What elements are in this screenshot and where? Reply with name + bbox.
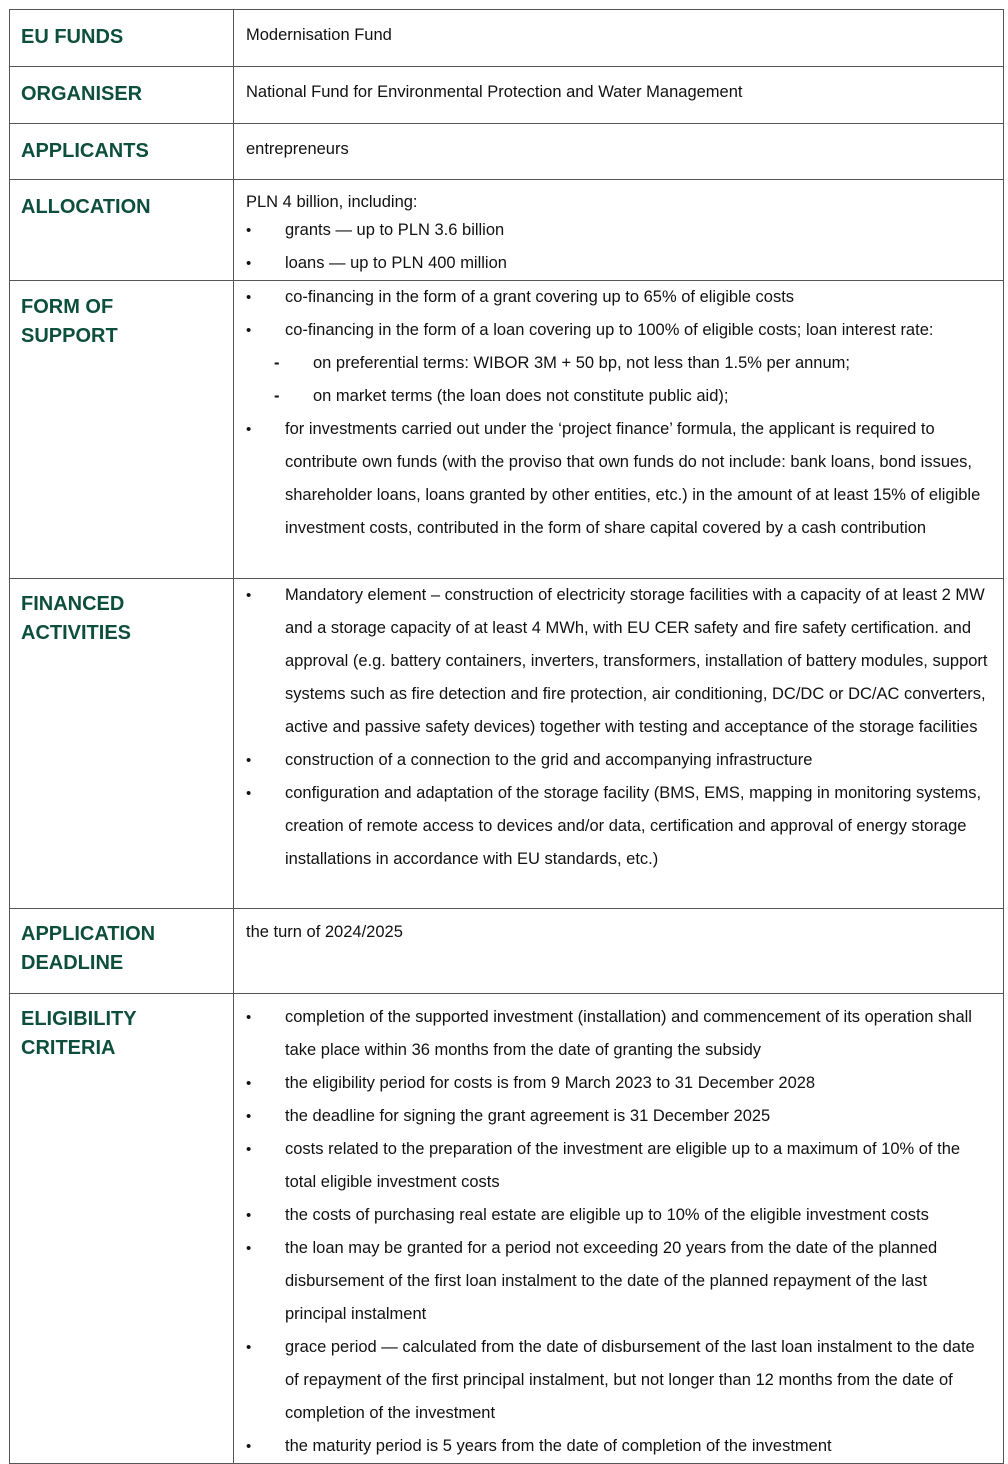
list-item: • the deadline for signing the grant agreement is 31 December 2025: [234, 1100, 993, 1133]
label-application-deadline-2: DEADLINE: [21, 952, 124, 974]
label-applicants: APPLICANTS: [21, 140, 149, 162]
list-item: • costs related to the preparation of the investment are eligible up to a maximum of 10% of the total eligible investment costs: [234, 1133, 993, 1199]
list-item: • the eligibility period for costs is from 9 March 2023 to 31 December 2028: [234, 1067, 993, 1100]
value-applicants: entrepreneurs: [246, 140, 349, 158]
financed-activities-list: [234, 579, 1003, 876]
label-cell: [10, 909, 234, 994]
value-cell: [234, 124, 1004, 180]
row-allocation: [10, 180, 1004, 281]
label-cell: [10, 579, 234, 909]
label-eligibility-criteria-2: CRITERIA: [21, 1037, 116, 1059]
eligibility-criteria-list: [234, 994, 1003, 1463]
label-eu-funds: EU FUNDS: [21, 26, 124, 48]
row-financed-activities: [10, 579, 1004, 909]
label-financed-activities-1: FINANCED: [21, 593, 125, 615]
label-eligibility-criteria-1: ELIGIBILITY: [21, 1008, 137, 1030]
list-item: • co-financing in the form of a grant covering up to 65% of eligible costs: [234, 281, 993, 314]
sub-list-item: - on market terms (the loan does not constitute public aid);: [234, 380, 993, 413]
row-application-deadline: [10, 909, 1004, 994]
list-item: • loans — up to PLN 400 million: [234, 247, 993, 280]
label-allocation: ALLOCATION: [21, 196, 151, 218]
funding-info-table: [9, 9, 1004, 1464]
value-organiser: National Fund for Environmental Protection and Water Management: [246, 83, 743, 101]
row-applicants: [10, 124, 1004, 180]
list-item: • for investments carried out under the ‘project finance’ formula, the applicant is required to contribute own funds (with the proviso that own funds do not include: bank loans, bond issues, shareholder loans, loans granted by other entities, etc.) in the amount of at least 15% of eligible investment costs, contributed in the form of share capital covered by a cash contribution: [234, 413, 993, 545]
label-cell: [10, 124, 234, 180]
label-organiser: ORGANISER: [21, 83, 143, 105]
list-item: • Mandatory element – construction of electricity storage facilities with a capacity of at least 2 MW and a storage capacity of at least 4 MWh, with EU CER safety and fire safety certification. and approval (e.g. battery containers, inverters, transformers, installation of battery modules, support systems such as fire detection and fire protection, air conditioning, DC/DC or DC/AC converters, active and passive safety devices) together with testing and acceptance of the storage facilities: [234, 579, 993, 744]
value-eu-funds: Modernisation Fund: [246, 26, 392, 44]
row-eu-funds: [10, 10, 1004, 67]
value-cell: [234, 579, 1004, 909]
list-item: • the loan may be granted for a period not exceeding 20 years from the date of the planned disbursement of the first loan instalment to the date of the planned repayment of the last principal instalment: [234, 1232, 993, 1331]
label-cell: [10, 994, 234, 1464]
label-cell: [10, 180, 234, 281]
list-item: • grace period — calculated from the date of disbursement of the last loan instalment to the date of repayment of the first principal instalment, but not longer than 12 months from the date of completion of the investment: [234, 1331, 993, 1430]
list-item-text: co-financing in the form of a loan covering up to 100% of eligible costs; loan interest rate:: [285, 321, 934, 339]
list-item: • the costs of purchasing real estate are eligible up to 10% of the eligible investment costs: [234, 1199, 993, 1232]
label-financed-activities-2: ACTIVITIES: [21, 622, 132, 644]
label-form-of-support-1: FORM OF: [21, 296, 114, 318]
value-cell: [234, 281, 1004, 579]
list-item: • configuration and adaptation of the storage facility (BMS, EMS, mapping in monitoring systems, creation of remote access to devices and/or data, certification and approval of energy storage installations in accordance with EU standards, etc.): [234, 777, 993, 876]
value-cell: [234, 10, 1004, 67]
label-form-of-support-2: SUPPORT: [21, 325, 118, 347]
list-item: • construction of a connection to the grid and accompanying infrastructure: [234, 744, 993, 777]
list-item: • grants — up to PLN 3.6 billion: [234, 214, 993, 247]
row-organiser: [10, 67, 1004, 124]
label-cell: [10, 10, 234, 67]
value-application-deadline: the turn of 2024/2025: [246, 923, 403, 941]
value-cell: [234, 180, 1004, 281]
allocation-list: [234, 214, 1003, 280]
row-eligibility-criteria: [10, 994, 1004, 1464]
value-cell: [234, 994, 1004, 1464]
label-cell: [10, 67, 234, 124]
allocation-intro: PLN 4 billion, including:: [246, 193, 418, 211]
list-item: • completion of the supported investment (installation) and commencement of its operation shall take place within 36 months from the date of granting the subsidy: [234, 1001, 993, 1067]
value-cell: [234, 67, 1004, 124]
value-cell: [234, 909, 1004, 994]
label-cell: [10, 281, 234, 579]
sub-list-item: - on preferential terms: WIBOR 3M + 50 bp, not less than 1.5% per annum;: [234, 347, 993, 380]
list-item: [234, 314, 993, 413]
label-application-deadline-1: APPLICATION: [21, 923, 156, 945]
row-form-of-support: [10, 281, 1004, 579]
interest-rate-sublist: [234, 347, 993, 413]
list-item: • the maturity period is 5 years from the date of completion of the investment: [234, 1430, 993, 1463]
form-of-support-list: [234, 281, 1003, 545]
